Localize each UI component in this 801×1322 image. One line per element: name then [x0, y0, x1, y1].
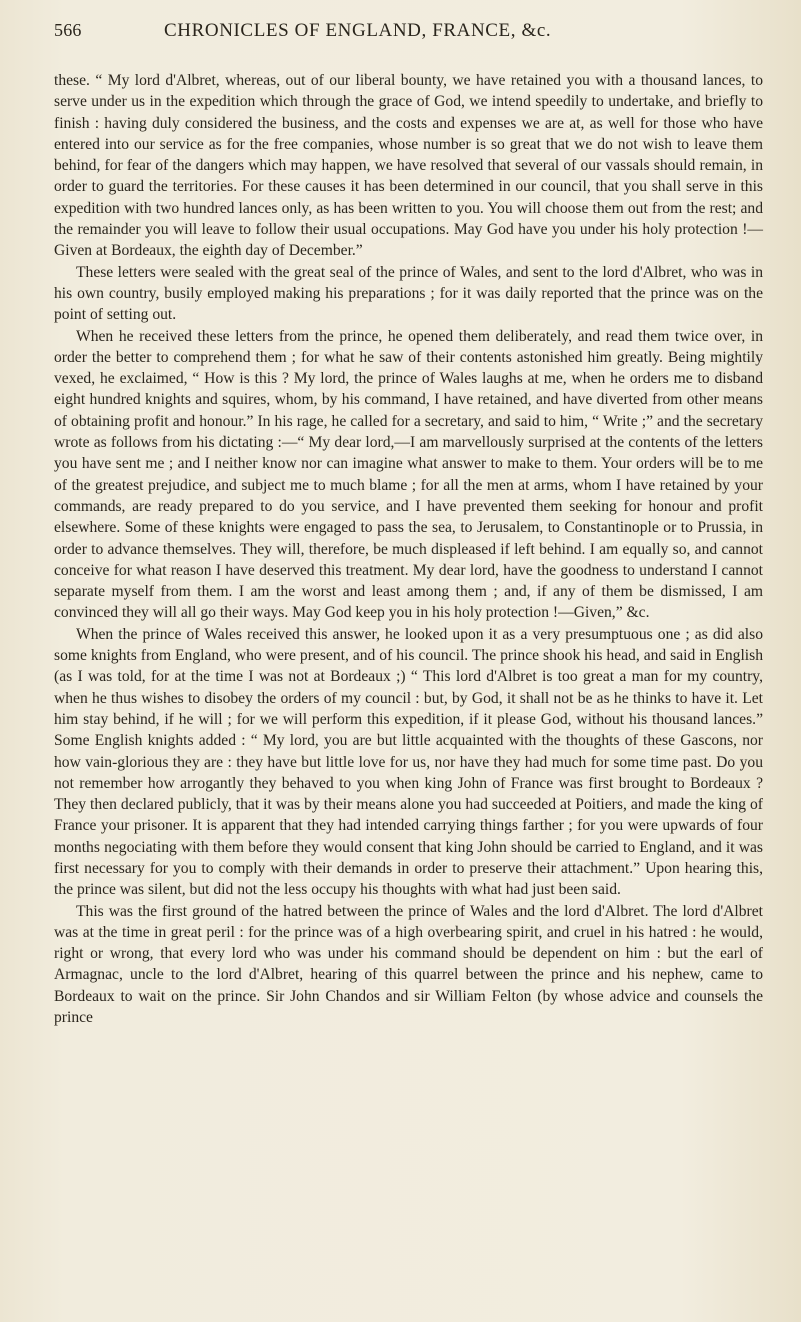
- paragraph-4: When the prince of Wales received this answer, he looked upon it as a very presumptuous one ; as did also some knights from England, who were present, and of his council. The prince shook his head, and said in English (as I was told, for at the time I was not at Bordeaux ;) “ This lord d'Albret is too great a man for my country, when he thus wishes to disobey the orders of my council : but, by God, it shall not be as he thinks to have it. Let him stay behind, if he will ; for we will perform this expedition, if it please God, without his thousand lances.” Some English knights added : “ My lord, you are but little acquainted with the thoughts of these Gascons, nor how vain-glorious they are : they have but little love for us, nor have they had much for some time past. Do you not remember how arrogantly they behaved to you when king John of France was first brought to Bordeaux ? They then declared publicly, that it was by their means alone you had succeeded at Poitiers, and made the king of France your prisoner. It is apparent that they had intended carrying things farther ; for you were upwards of four months negociating with them before they would consent that king John should be carried to England, and it was first necessary for you to comply with their demands in order to preserve their attachment.” Upon hearing this, the prince was silent, but did not the less occupy his thoughts with what had just been said.: [54, 625, 763, 899]
- running-head: [54, 20, 763, 60]
- paragraph-2: These letters were sealed with the great seal of the prince of Wales, and sent to the lord d'Albret, who was in his own country, busily employed making his preparations ; for it was daily reported that the prince was on the point of setting out.: [54, 263, 763, 324]
- body-text: [54, 70, 763, 1028]
- running-title: CHRONICLES OF ENGLAND, FRANCE, &c.: [164, 20, 552, 41]
- paragraph-5: This was the first ground of the hatred between the prince of Wales and the lord d'Albret. The lord d'Albret was at the time in great peril : for the prince was of a high overbearing spirit, and cruel in his hatred : he would, right or wrong, that every lord who was under his command should be dependent on him : but the earl of Armagnac, uncle to the lord d'Albret, hearing of this quarrel between the prince and his nephew, came to Bordeaux to wait on the prince. Sir John Chandos and sir William Felton (by whose advice and counsels the prince: [54, 902, 763, 1027]
- paragraph-3: When he received these letters from the prince, he opened them deliberately, and read them twice over, in order the better to comprehend them ; for what he saw of their contents astonished him greatly. Being mightily vexed, he exclaimed, “ How is this ? My lord, the prince of Wales laughs at me, when he orders me to disband eight hundred knights and squires, whom, by his command, I have retained, and have diverted from other means of obtaining profit and honour.” In his rage, he called for a secretary, and said to him, “ Write ;” and the secretary wrote as follows from his dictating :—“ My dear lord,—I am marvellously surprised at the contents of the letters you have sent me ; and I neither know nor can imagine what answer to make to them. Your orders will be to me of the greatest prejudice, and subject me to much blame ; for all the men at arms, whom I have retained by your commands, are ready prepared to do you service, and I have prevented them seeking for honour and profit elsewhere. Some of these knights were engaged to pass the sea, to Jerusalem, to Constantinople or to Prussia, in order to advance themselves. They will, therefore, be much displeased if left behind. I am equally so, and cannot conceive for what reason I have deserved this treatment. My dear lord, have the goodness to understand I cannot separate myself from them. I am the worst and least among them ; and, if any of them be dismissed, I am convinced they will all go their ways. May God keep you in his holy protection !—Given,” &c.: [54, 327, 763, 622]
- page-number: 566: [54, 20, 82, 40]
- paragraph-1: these. “ My lord d'Albret, whereas, out of our liberal bounty, we have retained you with a thousand lances, to serve under us in the expedition which through the grace of God, we intend speedily to undertake, and briefly to finish : having duly considered the business, and the costs and expenses we are at, as well for those who have entered into our service as for the free companies, whose number is so great that we do not wish to leave them behind, for fear of the dangers which may happen, we have resolved that several of our vassals should remain, in order to guard the territories. For these causes it has been determined in our council, that you shall serve in this expedition with two hundred lances only, as has been written to you. You will choose them out from the rest; and the remainder you will leave to follow their usual occupations. May God have you under his holy protection !—Given at Bordeaux, the eighth day of December.”: [54, 72, 763, 260]
